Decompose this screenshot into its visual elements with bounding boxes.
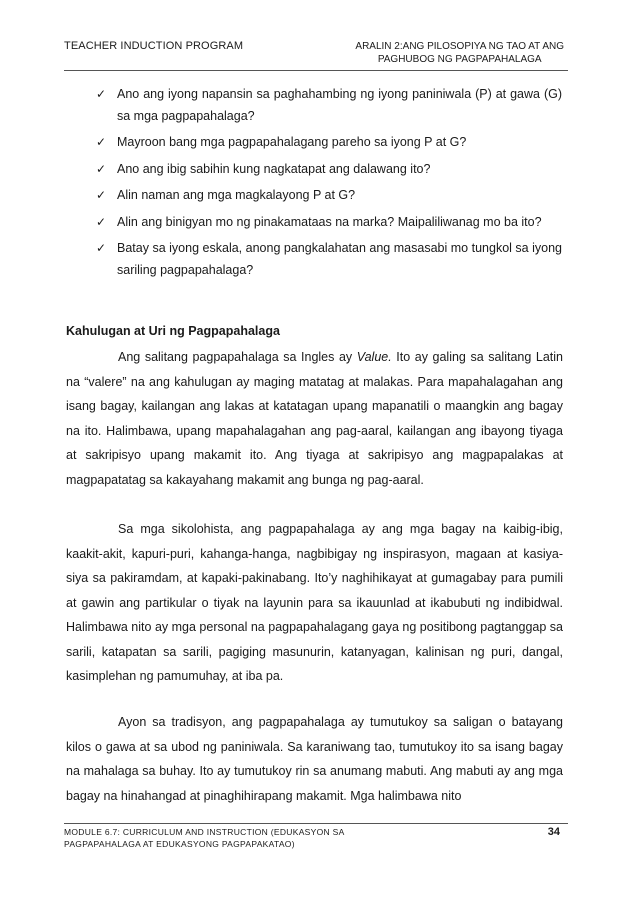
checklist-item-text: Alin ang binigyan mo ng pinakamataas na marka? Maipaliliwanag mo ba ito?: [117, 214, 542, 229]
checkmark-icon: ✓: [96, 214, 107, 229]
checklist-item: [96, 84, 562, 127]
checklist-item: [96, 212, 562, 234]
page-number: 34: [547, 826, 560, 838]
footer-divider: [64, 823, 568, 824]
checklist-item: [96, 159, 562, 181]
header-lesson-line-1: ARALIN 2:ANG PILOSOPIYA NG TAO AT ANG: [355, 41, 564, 52]
checklist-item: [96, 132, 562, 154]
header-lesson-title: [355, 40, 564, 66]
checklist-item: [96, 185, 562, 207]
header-program-title: TEACHER INDUCTION PROGRAM: [64, 40, 244, 52]
emphasized-term: Value.: [356, 350, 392, 364]
checkmark-icon: ✓: [96, 188, 107, 202]
checklist-item-text: Ano ang iyong napansin sa paghahambing ng iyong paniniwala (P) at gawa (G) sa mga pagpapahalaga?: [117, 87, 562, 123]
footer-module-title: MODULE 6.7: CURRICULUM AND INSTRUCTION (EDUKASYON SA PAGPAPAHALAGA AT EDUKASYONG PAGPAPAKATAO): [64, 827, 345, 849]
checkmark-icon: ✓: [96, 241, 107, 255]
checklist-item-text: Ano ang ibig sabihin kung nagkatapat ang dalawang ito?: [117, 161, 431, 176]
checkmark-icon: ✓: [96, 161, 107, 176]
checklist-item-text: Mayroon bang mga pagpapahalagang pareho sa iyong P at G?: [117, 135, 467, 149]
paragraph-text-rest: Ito ay galing sa salitang Latin na “valere” na ang kahulugan ay maging matatag at malakas. Para mapahalagahan ang isang bagay, kailangan ang lakas at katatagan upang mapanatili o maangkin ang bagay na ito. Halimbawa, upang mapahalagahan ang pag-aaral, kailangan ang ibayong tiyaga at sakripisyo upang makamit ito. Ang tiyaga at sakripisyo ang magpapalakas at magpapatatag sa kakayahang makamit ang bunga ng pag-aaral.: [66, 350, 563, 487]
paragraph-definition: [66, 345, 563, 492]
header-lesson-line-2: PAGHUBOG NG PAGPAPAHALAGA: [377, 54, 542, 65]
checklist-item-text: Alin naman ang mga magkalayong P at G?: [117, 188, 356, 202]
page-header: [64, 38, 568, 71]
checklist-item-text: Batay sa iyong eskala, anong pangkalahatan ang masasabi mo tungkol sa iyong sariling pagpapahalaga?: [117, 241, 562, 277]
paragraph-psychologists: Sa mga sikolohista, ang pagpapahalaga ay ang mga bagay na kaibig-ibig, kaakit-akit, kapuri-puri, kahanga-hanga, nagbibigay ng inspirasyon, magaan at kasiya-siya sa pakiramdam, at kapaki-pakinabang. Ito’y naghihikayat at gumagabay para pumili at gawin ang partikular o tiyak na layunin para sa ikauunlad at ikabubuti ng indibidwal. Halimbawa nito ay mga personal na pagpapahalagang gaya ng positibong pagtanggap sa sarili, katapatan sa sarili, pagiging masunurin, katanyagan, kalinisan ng puri, dangal, kasimplehan ng pamumuhay, at iba pa.: [66, 522, 563, 683]
checklist-item: [96, 238, 562, 281]
checkmark-icon: ✓: [96, 135, 107, 149]
paragraph-text-start: Ang salitang pagpapahalaga sa Ingles ay: [118, 350, 357, 364]
reflection-checklist: [96, 84, 562, 286]
section-title: Kahulugan at Uri ng Pagpapahalaga: [66, 324, 280, 338]
paragraph-tradition: Ayon sa tradisyon, ang pagpapahalaga ay tumutukoy sa saligan o batayang kilos o gawa at sa ubod ng paniniwala. Sa karaniwang tao, tumutukoy ito sa isang bagay na mahalaga sa buhay. Ito ay tumutukoy rin sa anumang mabuti. Ang mabuti ay ang mga bagay na hinahangad at pinaghihirapang makamit. Mga halimbawa nito: [66, 715, 563, 803]
checkmark-icon: ✓: [96, 87, 107, 101]
